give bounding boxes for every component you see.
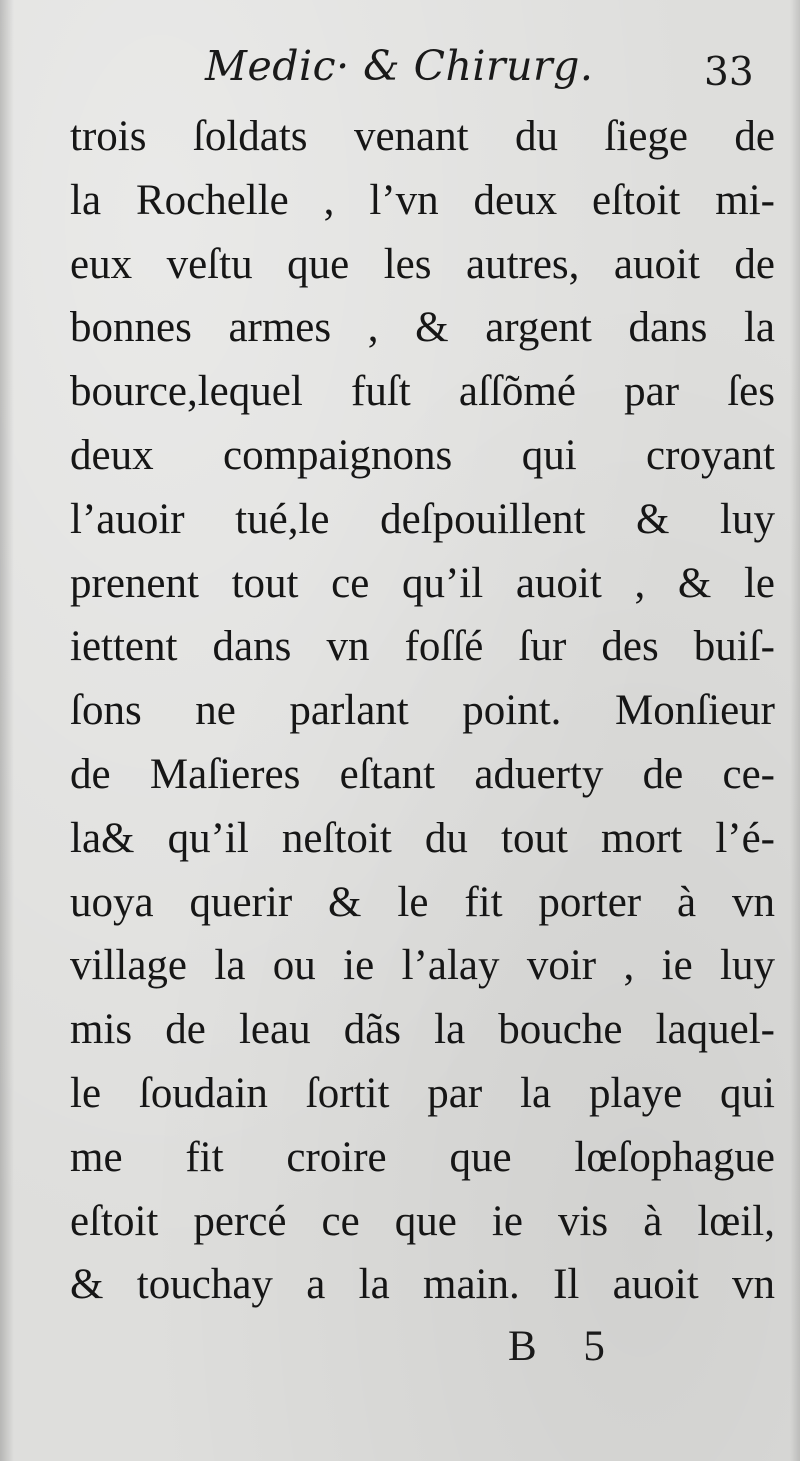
page-edge-shadow-right (790, 0, 800, 1461)
text-line: prenent tout ce qu’il auoit , & le (70, 559, 775, 607)
running-head: Medic· & Chirurg. (205, 42, 594, 90)
signature-mark: B 5 (508, 1323, 623, 1370)
text-line: le ſoudain ſortit par la playe qui (70, 1069, 775, 1117)
text-line: bource,lequel fuſt aſſõmé par ſes (70, 368, 775, 416)
text-line: uoya querir & le fit porter à vn (70, 878, 775, 926)
text-line: mis de leau dãs la bouche laquel- (70, 1006, 775, 1054)
text-line: bonnes armes , & argent dans la (70, 304, 775, 352)
text-line: trois ſoldats venant du ſiege de (70, 113, 775, 160)
page-edge-shadow-left (0, 0, 14, 1461)
text-line: me fit croire que lœſophague (70, 1133, 775, 1181)
body-text (70, 105, 775, 1317)
text-line: deux compaignons qui croyant (70, 431, 775, 479)
text-line: de Maſieres eſtant aduerty de ce- (70, 750, 775, 798)
text-line: l’auoir tué,le deſpouillent & luy (70, 495, 775, 543)
text-line: eux veſtu que les autres, auoit de (70, 240, 775, 288)
text-line: iettent dans vn foſſé ſur des buiſ- (70, 623, 775, 671)
text-line: & touchay a la main. Il auoit vn (70, 1261, 775, 1309)
text-line: eſtoit percé ce que ie vis à lœil, (70, 1197, 775, 1245)
text-line: la& qu’il neſtoit du tout mort l’é- (70, 814, 775, 862)
text-line: village la ou ie l’alay voir , ie luy (70, 942, 775, 990)
page-number: 33 (704, 50, 754, 95)
text-line: la Rochelle , l’vn deux eſtoit mi- (70, 176, 775, 224)
text-line: ſons ne parlant point. Monſieur (70, 687, 775, 735)
